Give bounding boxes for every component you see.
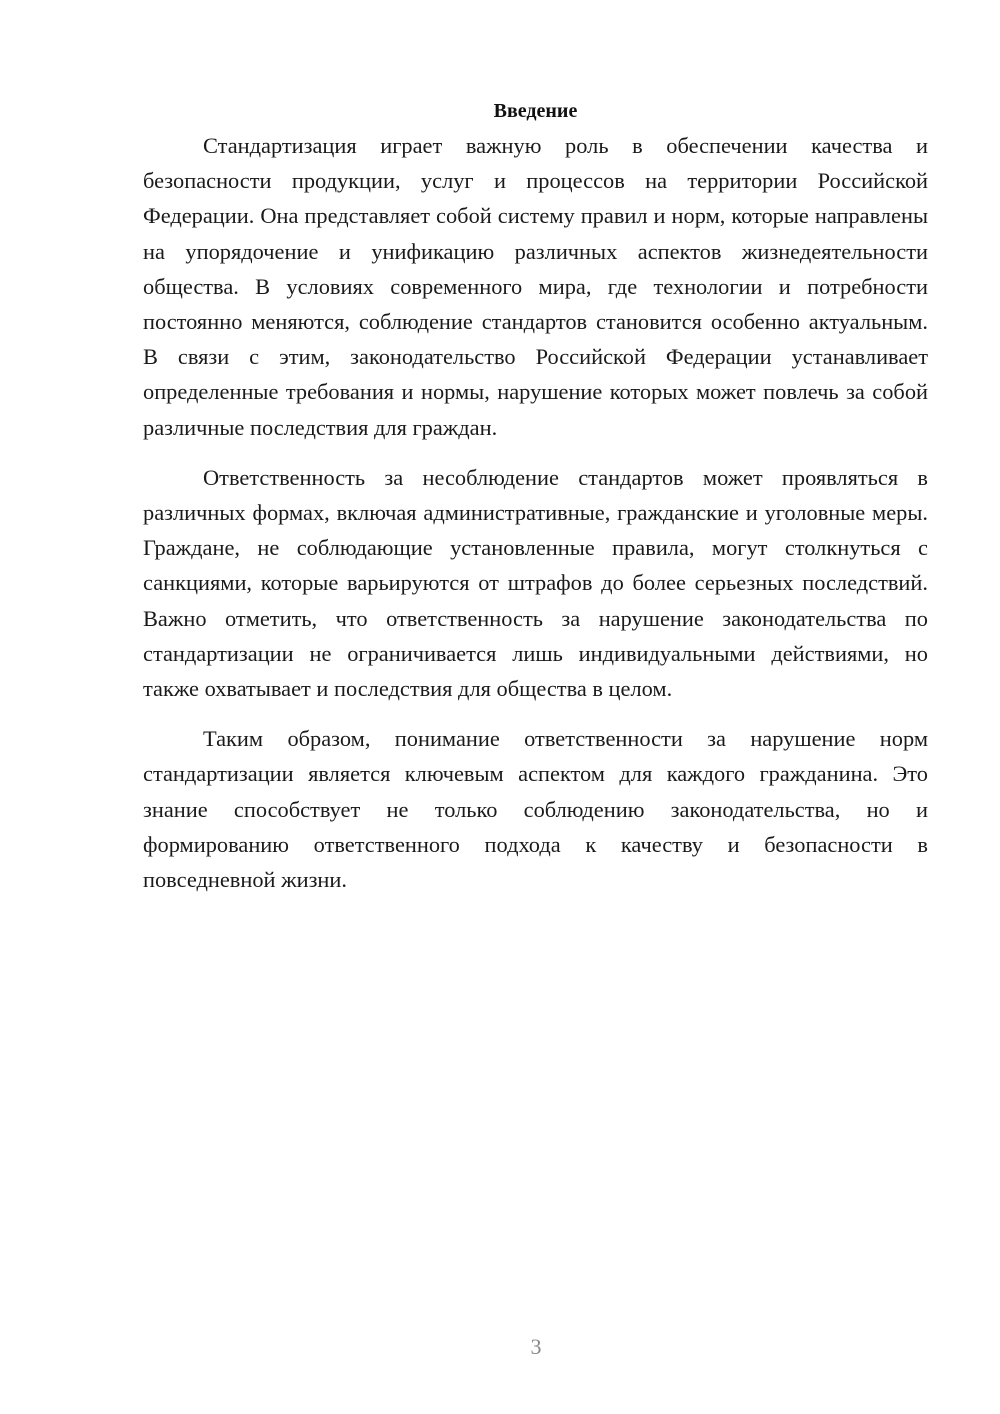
section-heading: Введение — [493, 100, 578, 122]
document-body — [143, 96, 928, 912]
paragraph-1: Стандартизация играет важную роль в обеспечении качества и безопасности продукции, услуг и процессов на территории Российской Федерации. Она представляет собой систему правил и норм, которые направлены на упорядочение и унификацию различных аспектов жизнедеятельности общества. В условиях современного мира, где технологии и потребности постоянно меняются, соблюдение стандартов становится особенно актуальным. В связи с этим, законодательство Российской Федерации устанавливает определенные требования и нормы, нарушение которых может повлечь за собой различные последствия для граждан. — [143, 133, 928, 440]
paragraph-3: Таким образом, понимание ответственности за нарушение норм стандартизации является ключевым аспектом для каждого гражданина. Это знание способствует не только соблюдению законодательства, но и формированию ответственного подхода к качеству и безопасности в повседневной жизни. — [143, 726, 928, 893]
page-number: 3 — [530, 1334, 542, 1359]
paragraph-2: Ответственность за несоблюдение стандартов может проявляться в различных формах, включая административные, гражданские и уголовные меры. Граждане, не соблюдающие установленные правила, могут столкнуться с санкциями, которые варьируются от штрафов до более серьезных последствий. Важно отметить, что ответственность за нарушение законодательства по стандартизации не ограничивается лишь индивидуальными действиями, но также охватывает и последствия для общества в целом. — [143, 464, 928, 702]
